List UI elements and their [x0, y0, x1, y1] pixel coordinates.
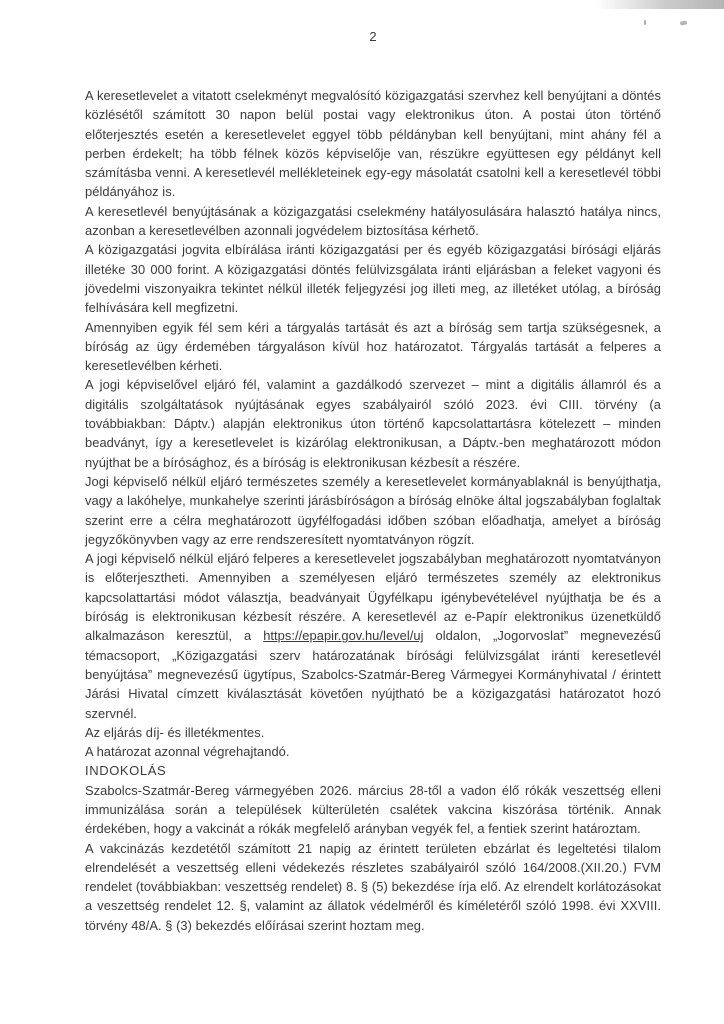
paragraph-suspensive-effect: A keresetlevél benyújtásának a közigazgatási cselekmény hatályosulására halasztó hatálya nincs, azonban a keresetlevélben azonnali jogvédelem biztosítása kérhető.	[85, 203, 661, 239]
paragraph-epapir-submission	[85, 549, 661, 723]
paragraph-hearing: Amennyiben egyik fél sem kéri a tárgyalás tartását és azt a bíróság sem tartja szükségesnek, a bíróság az ügy érdemében tárgyaláson kívül hoz határozatot. Tárgyalás tartását a felperes a keresetlevélben kérheti.	[85, 319, 661, 374]
epapir-text-after-link: oldalon, „Jogorvoslat” megnevezésű témacsoport, „Közigazgatási szerv határozatának bírósági felülvizsgálat iránti keresetlevél benyújtása” megnevezésű ügytípus, Szabolcs-Szatmár-Bereg Vármegyei Kormányhivatal / érintett Járási Hivatal címzett kiválasztását követően nyújtható be a közigazgatási határozatot hozó szervnél.	[85, 628, 661, 721]
paragraph-filing-rules: A keresetlevelet a vitatott cselekményt megvalósító közigazgatási szervhez kell benyújtani a döntés közlésétől számított 30 napon belül postai vagy elektronikus úton. A postai úton történő előterjesztés esetén a keresetlevelet eggyel több példányban kell benyújtani, mint ahány fél a perben érdekelt; ha több félnek közös képviselője van, részükre együttesen egy példányt kell számításba venni. A keresetlevél mellékleteinek egy-egy másolatát csatolni kell a keresetlevél többi példányához is.	[85, 88, 661, 200]
epapir-text-before-link: A jogi képviselő nélkül eljáró felperes a keresetlevelet jogszabályban meghatározott nyomtatványon is előterjesztheti. Amennyiben a személyesen eljáró természetes személy az elektronikus kapcsolattartási módot választja, beadványait Ügyfélkapu igénybevételével nyújthatja be és a bíróság is elektronikusan kézbesít részére. A keresetlevél az e-Papír elektronikus üzenetküldő alkalmazáson keresztül, a	[85, 551, 661, 644]
page-number: 2	[369, 29, 377, 44]
paragraph-no-legal-representative: Jogi képviselő nélkül eljáró természetes személy a keresetlevelet kormányablaknál is benyújthatja, vagy a lakóhelye, munkahelye szerinti járásbíróságon a bíróság elnöke által jogszabályban foglaltak szerint erre a célra meghatározott ügyfélfogadási időben szóban előadhatja, amelyet a bíróság jegyzőkönyvben vagy az erre rendszeresített nyomtatványon rögzít.	[85, 473, 661, 547]
paragraph-electronic-contact: A jogi képviselővel eljáró fél, valamint a gazdálkodó szervezet – mint a digitális államról és a digitális szolgáltatások nyújtásának egyes szabályairól szóló 2023. évi CIII. törvény (a továbbiakban: Dáptv.) alapján elektronikus úton történő kapcsolattartásra kötelezett – minden beadványt, így a keresetlevelet is kizárólag elektronikusan, a Dáptv.-ben meghatározott módon nyújthat be a bírósághoz, és a bíróság is elektronikusan kézbesít a részére.	[85, 377, 661, 470]
line-fee-exempt: Az eljárás díj- és illetékmentes.	[85, 724, 265, 740]
document-body	[85, 86, 661, 935]
paragraph-court-fee: A közigazgatási jogvita elbírálása iránti közigazgatási per és egyéb közigazgatási bírósági eljárás illetéke 30 000 forint. A közigazgatási döntés felülvizsgálata iránti eljárásban a feleket vagyoni és jövedelmi viszonyaikra tekintet nélkül illeték feljegyzési jog illeti meg, az illetéket utólag, a bíróság felhívására kell megfizetni.	[85, 242, 661, 316]
scan-artifact-speck	[644, 20, 646, 25]
section-heading-indokolas: INDOKOLÁS	[85, 763, 167, 779]
paragraph-legal-basis: A vakcinázás kezdetétől számított 21 napig az érintett területen ebzárlat és legeltetési tilalom elrendelését a veszettség elleni védekezés részletes szabályairól szóló 164/2008.(XII.20.) FVM rendelet (továbbiakban: veszettség rendelet) 8. § (5) bekezdése írja elő. Az elrendelt korlátozásokat a veszettség rendelet 12. §, valamint az állatok védelméről és kíméletéről szóló 1998. évi XXVIII. törvény 48/A. § (3) bekezdés előírásai szerint hoztam meg.	[85, 840, 661, 933]
scan-artifact-strip	[596, 0, 724, 9]
paragraph-vaccination-reason: Szabolcs-Szatmár-Bereg vármegyében 2026. március 28-től a vadon élő rókák veszettség elleni immunizálása során a települések külterületén csalétek vakcina kiszórása történik. Annak érdekében, hogy a vakcinát a rókák megfelelő arányban vegyék fel, a fentiek szerint határoztam.	[85, 782, 661, 837]
epapir-url-link[interactable]: https://epapir.gov.hu/level/uj	[263, 628, 424, 644]
line-immediately-enforceable: A határozat azonnal végrehajtandó.	[85, 744, 290, 760]
scan-artifact-speck	[680, 21, 687, 26]
